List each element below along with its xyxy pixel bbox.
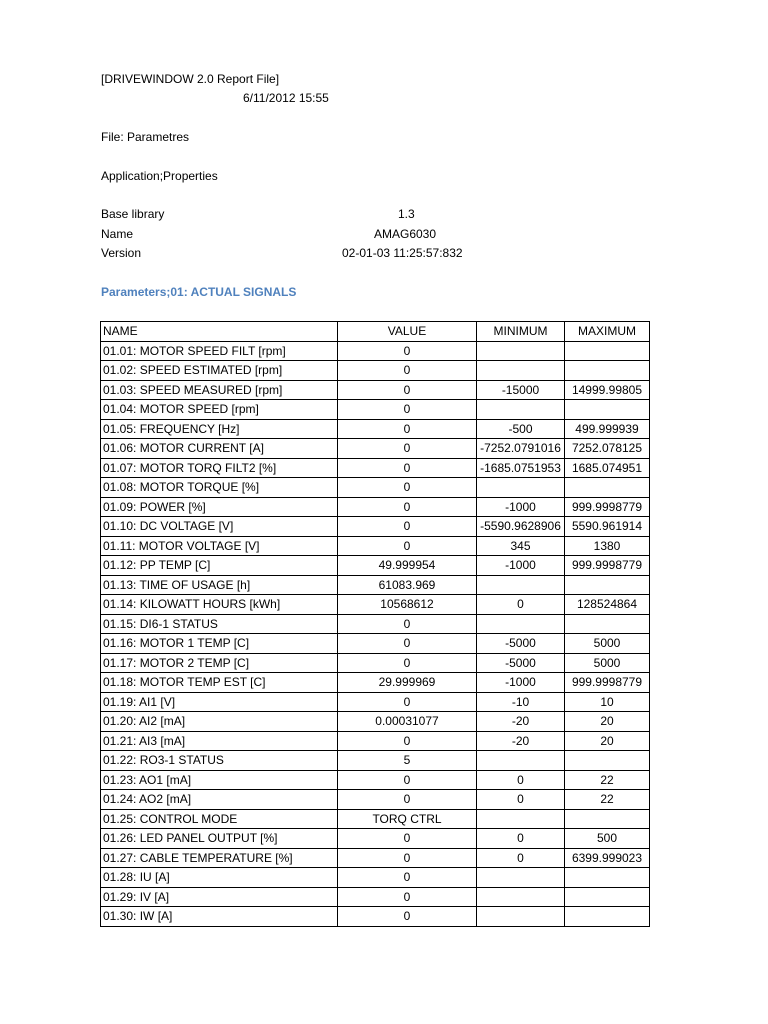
column-header-maximum: MAXIMUM bbox=[565, 322, 650, 342]
cell-value: 0 bbox=[338, 634, 477, 654]
cell-value: 0 bbox=[338, 361, 477, 381]
cell-name: 01.17: MOTOR 2 TEMP [C] bbox=[101, 653, 338, 673]
cell-maximum: 1685.074951 bbox=[565, 458, 650, 478]
cell-minimum: -15000 bbox=[477, 380, 565, 400]
cell-value: 0 bbox=[338, 400, 477, 420]
property-base-library-value: 1.3 bbox=[398, 207, 415, 221]
cell-value: 0 bbox=[338, 907, 477, 927]
property-version-label: Version bbox=[101, 246, 142, 260]
cell-value: 0 bbox=[338, 439, 477, 459]
table-row bbox=[101, 400, 650, 420]
cell-minimum: -10 bbox=[477, 692, 565, 712]
cell-name: 01.20: AI2 [mA] bbox=[101, 712, 338, 732]
cell-minimum: -5000 bbox=[477, 653, 565, 673]
cell-value: 0 bbox=[338, 653, 477, 673]
cell-maximum: 5590.961914 bbox=[565, 517, 650, 537]
cell-value: 0 bbox=[338, 770, 477, 790]
cell-minimum: 0 bbox=[477, 790, 565, 810]
cell-name: 01.01: MOTOR SPEED FILT [rpm] bbox=[101, 341, 338, 361]
cell-name: 01.13: TIME OF USAGE [h] bbox=[101, 575, 338, 595]
cell-value: 61083.969 bbox=[338, 575, 477, 595]
cell-minimum bbox=[477, 868, 565, 888]
parameters-table bbox=[100, 321, 650, 927]
cell-name: 01.05: FREQUENCY [Hz] bbox=[101, 419, 338, 439]
cell-maximum bbox=[565, 614, 650, 634]
cell-minimum: -1000 bbox=[477, 497, 565, 517]
cell-maximum bbox=[565, 868, 650, 888]
table-row bbox=[101, 575, 650, 595]
cell-name: 01.09: POWER [%] bbox=[101, 497, 338, 517]
cell-maximum bbox=[565, 751, 650, 771]
property-name-label: Name bbox=[101, 227, 134, 241]
table-row bbox=[101, 907, 650, 927]
table-row bbox=[101, 848, 650, 868]
table-row bbox=[101, 458, 650, 478]
cell-minimum bbox=[477, 809, 565, 829]
application-line: Application;Properties bbox=[101, 169, 218, 183]
table-row bbox=[101, 341, 650, 361]
table-row bbox=[101, 809, 650, 829]
table-row bbox=[101, 751, 650, 771]
cell-name: 01.14: KILOWATT HOURS [kWh] bbox=[101, 595, 338, 615]
cell-minimum: -1000 bbox=[477, 556, 565, 576]
cell-name: 01.21: AI3 [mA] bbox=[101, 731, 338, 751]
cell-name: 01.06: MOTOR CURRENT [A] bbox=[101, 439, 338, 459]
table-row bbox=[101, 536, 650, 556]
table-row bbox=[101, 829, 650, 849]
cell-minimum bbox=[477, 341, 565, 361]
table-row bbox=[101, 790, 650, 810]
cell-maximum: 6399.999023 bbox=[565, 848, 650, 868]
cell-minimum bbox=[477, 751, 565, 771]
cell-minimum: -20 bbox=[477, 712, 565, 732]
table-row bbox=[101, 673, 650, 693]
cell-minimum: 345 bbox=[477, 536, 565, 556]
cell-maximum: 14999.99805 bbox=[565, 380, 650, 400]
cell-value: 0 bbox=[338, 731, 477, 751]
cell-value: 0 bbox=[338, 790, 477, 810]
cell-maximum bbox=[565, 907, 650, 927]
cell-value: 0 bbox=[338, 614, 477, 634]
cell-maximum: 22 bbox=[565, 770, 650, 790]
table-row bbox=[101, 614, 650, 634]
cell-minimum: -20 bbox=[477, 731, 565, 751]
table-row bbox=[101, 692, 650, 712]
cell-maximum bbox=[565, 400, 650, 420]
column-header-name: NAME bbox=[101, 322, 338, 342]
cell-name: 01.18: MOTOR TEMP EST [C] bbox=[101, 673, 338, 693]
cell-value: 0 bbox=[338, 458, 477, 478]
table-row bbox=[101, 595, 650, 615]
cell-maximum bbox=[565, 887, 650, 907]
cell-name: 01.28: IU [A] bbox=[101, 868, 338, 888]
cell-name: 01.12: PP TEMP [C] bbox=[101, 556, 338, 576]
cell-maximum bbox=[565, 478, 650, 498]
property-version-value: 02-01-03 11:25:57:832 bbox=[342, 246, 463, 260]
cell-minimum: -5590.9628906 bbox=[477, 517, 565, 537]
cell-name: 01.11: MOTOR VOLTAGE [V] bbox=[101, 536, 338, 556]
cell-value: 0 bbox=[338, 829, 477, 849]
cell-name: 01.25: CONTROL MODE bbox=[101, 809, 338, 829]
cell-maximum: 5000 bbox=[565, 634, 650, 654]
cell-minimum: 0 bbox=[477, 770, 565, 790]
table-row bbox=[101, 731, 650, 751]
table-row bbox=[101, 380, 650, 400]
cell-value: 5 bbox=[338, 751, 477, 771]
report-datetime: 6/11/2012 15:55 bbox=[243, 91, 329, 105]
cell-name: 01.08: MOTOR TORQUE [%] bbox=[101, 478, 338, 498]
table-row bbox=[101, 556, 650, 576]
file-line: File: Parametres bbox=[101, 130, 190, 144]
cell-maximum: 1380 bbox=[565, 536, 650, 556]
table-row bbox=[101, 517, 650, 537]
table-header-row bbox=[101, 322, 650, 342]
cell-maximum: 999.9998779 bbox=[565, 556, 650, 576]
cell-name: 01.16: MOTOR 1 TEMP [C] bbox=[101, 634, 338, 654]
cell-value: 0 bbox=[338, 478, 477, 498]
table-row bbox=[101, 497, 650, 517]
cell-name: 01.15: DI6-1 STATUS bbox=[101, 614, 338, 634]
cell-minimum: -7252.0791016 bbox=[477, 439, 565, 459]
column-header-minimum: MINIMUM bbox=[477, 322, 565, 342]
cell-name: 01.23: AO1 [mA] bbox=[101, 770, 338, 790]
cell-value: 10568612 bbox=[338, 595, 477, 615]
cell-value: 29.999969 bbox=[338, 673, 477, 693]
property-base-library-label: Base library bbox=[101, 207, 165, 221]
cell-maximum: 128524864 bbox=[565, 595, 650, 615]
cell-minimum bbox=[477, 887, 565, 907]
cell-name: 01.27: CABLE TEMPERATURE [%] bbox=[101, 848, 338, 868]
cell-maximum: 499.999939 bbox=[565, 419, 650, 439]
table-row bbox=[101, 887, 650, 907]
table-row bbox=[101, 653, 650, 673]
cell-minimum bbox=[477, 614, 565, 634]
cell-minimum: -1685.0751953 bbox=[477, 458, 565, 478]
cell-maximum bbox=[565, 575, 650, 595]
table-row bbox=[101, 712, 650, 732]
cell-name: 01.02: SPEED ESTIMATED [rpm] bbox=[101, 361, 338, 381]
cell-value: 0 bbox=[338, 419, 477, 439]
cell-name: 01.03: SPEED MEASURED [rpm] bbox=[101, 380, 338, 400]
cell-name: 01.22: RO3-1 STATUS bbox=[101, 751, 338, 771]
cell-name: 01.26: LED PANEL OUTPUT [%] bbox=[101, 829, 338, 849]
cell-minimum bbox=[477, 907, 565, 927]
cell-name: 01.30: IW [A] bbox=[101, 907, 338, 927]
table-row bbox=[101, 868, 650, 888]
cell-minimum: 0 bbox=[477, 848, 565, 868]
column-header-value: VALUE bbox=[338, 322, 477, 342]
cell-maximum: 999.9998779 bbox=[565, 673, 650, 693]
cell-maximum: 500 bbox=[565, 829, 650, 849]
cell-minimum bbox=[477, 361, 565, 381]
cell-minimum bbox=[477, 400, 565, 420]
cell-maximum: 20 bbox=[565, 731, 650, 751]
cell-minimum: -1000 bbox=[477, 673, 565, 693]
table-row bbox=[101, 478, 650, 498]
cell-value: 0 bbox=[338, 497, 477, 517]
table-row bbox=[101, 439, 650, 459]
cell-maximum: 5000 bbox=[565, 653, 650, 673]
cell-maximum bbox=[565, 361, 650, 381]
report-title: [DRIVEWINDOW 2.0 Report File] bbox=[101, 72, 280, 86]
property-name-value: AMAG6030 bbox=[374, 227, 437, 241]
cell-name: 01.10: DC VOLTAGE [V] bbox=[101, 517, 338, 537]
cell-value: 0 bbox=[338, 380, 477, 400]
cell-value: 0 bbox=[338, 341, 477, 361]
cell-value: 0.00031077 bbox=[338, 712, 477, 732]
table-row bbox=[101, 419, 650, 439]
cell-value: 0 bbox=[338, 848, 477, 868]
section-title: Parameters;01: ACTUAL SIGNALS bbox=[101, 285, 297, 299]
cell-minimum: -5000 bbox=[477, 634, 565, 654]
cell-value: 0 bbox=[338, 887, 477, 907]
cell-maximum: 20 bbox=[565, 712, 650, 732]
cell-maximum bbox=[565, 809, 650, 829]
cell-value: 0 bbox=[338, 868, 477, 888]
cell-minimum bbox=[477, 575, 565, 595]
cell-name: 01.19: AI1 [V] bbox=[101, 692, 338, 712]
cell-maximum: 10 bbox=[565, 692, 650, 712]
cell-value: 0 bbox=[338, 517, 477, 537]
cell-value: TORQ CTRL bbox=[338, 809, 477, 829]
cell-name: 01.04: MOTOR SPEED [rpm] bbox=[101, 400, 338, 420]
table-row bbox=[101, 770, 650, 790]
cell-name: 01.29: IV [A] bbox=[101, 887, 338, 907]
cell-minimum: -500 bbox=[477, 419, 565, 439]
cell-maximum: 22 bbox=[565, 790, 650, 810]
cell-maximum: 7252.078125 bbox=[565, 439, 650, 459]
cell-minimum: 0 bbox=[477, 595, 565, 615]
cell-maximum bbox=[565, 341, 650, 361]
table-row bbox=[101, 361, 650, 381]
cell-maximum: 999.9998779 bbox=[565, 497, 650, 517]
cell-name: 01.24: AO2 [mA] bbox=[101, 790, 338, 810]
cell-minimum bbox=[477, 478, 565, 498]
table-row bbox=[101, 634, 650, 654]
cell-value: 0 bbox=[338, 536, 477, 556]
cell-minimum: 0 bbox=[477, 829, 565, 849]
cell-value: 0 bbox=[338, 692, 477, 712]
cell-name: 01.07: MOTOR TORQ FILT2 [%] bbox=[101, 458, 338, 478]
cell-value: 49.999954 bbox=[338, 556, 477, 576]
table-body bbox=[101, 341, 650, 926]
